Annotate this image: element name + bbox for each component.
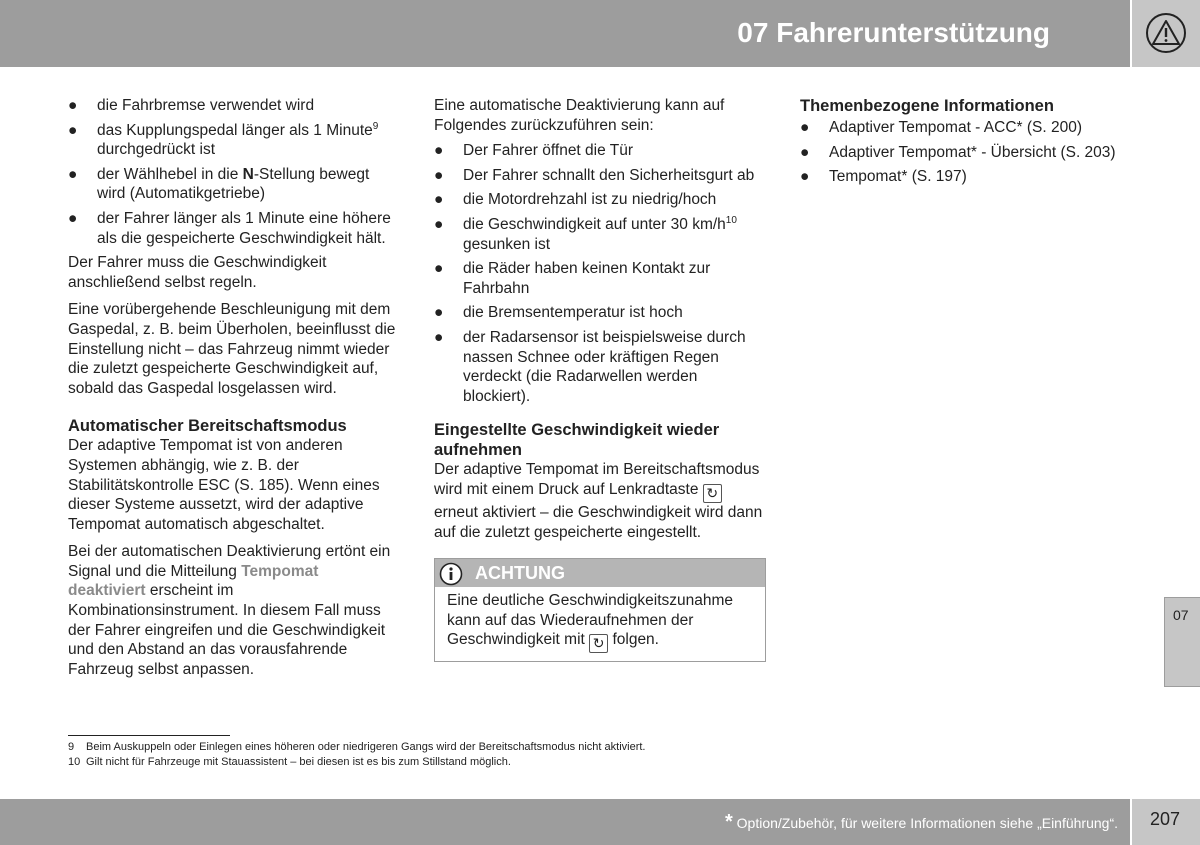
list-item: ● die Räder haben keinen Kontakt zur Fahrbahn <box>434 260 711 297</box>
list-item: ● der Radarsensor ist beispielsweise durch nassen Schnee oder kräftigen Regen verdeckt (die Radarwellen werden blockiert). <box>434 328 746 405</box>
caution-text: Eine deutliche Geschwindigkeitszunahme kann auf das Wiederaufnehmen der Geschwindigkeit mit ↻ folgen. <box>447 592 734 652</box>
list-item: ● der Wählhebel in die N-Stellung bewegt wird (Automatikgetriebe) <box>68 165 370 203</box>
warning-triangle-icon <box>1144 12 1188 54</box>
column-2 <box>434 96 766 662</box>
column-1 <box>68 96 398 687</box>
footnote: 9 Beim Auskuppeln oder Einlegen eines höheren oder niedrigeren Gangs wird der Bereitschaftsmodus nicht aktiviert. <box>68 741 646 753</box>
list-item: ● die Bremsentemperatur ist hoch <box>434 304 683 322</box>
column-3 <box>800 96 1140 192</box>
footnote-divider <box>68 735 230 736</box>
caution-header <box>435 559 765 587</box>
resume-button-icon: ↻ <box>589 634 608 653</box>
list-item: ● Der Fahrer öffnet die Tür <box>434 142 634 160</box>
footnote: 10 Gilt nicht für Fahrzeuge mit Stauassistent – bei diesen ist es bis zum Stillstand möglich. <box>68 756 511 768</box>
paragraph: Der Fahrer muss die Geschwindigkeit anschließend selbst regeln. <box>68 254 327 291</box>
list-item: ● die Geschwindigkeit auf unter 30 $km/h^{10}$ gesunken ist <box>434 214 737 253</box>
page-number: 207 <box>1150 809 1181 829</box>
paragraph: Eine automatische Deaktivierung kann auf Folgendes zurückzuführen sein: <box>434 97 725 134</box>
list-item: ● der Fahrer länger als 1 Minute eine höhere als die gespeicherte Geschwindigkeit hält. <box>68 209 391 247</box>
warning-box <box>1132 0 1200 67</box>
paragraph: Bei der automatischen Deaktivierung ertönt ein Signal und die Mitteilung Tempomat deaktiviert erscheint im Kombinationsinstrument. In diesem Fall muss der Fahrer eingreifen und die Geschwindigkeit und den Abstand an das vorausfahrende Fahrzeug selbst anpassen. <box>68 543 391 678</box>
related-link[interactable]: ● Tempomat* (S. 197) <box>800 168 967 186</box>
chapter-tab-label: 07 <box>1173 607 1189 623</box>
list-item: ● das Kupplungspedal länger als 1 Minute$^9$ durchgedrückt ist <box>68 120 379 159</box>
chapter-title: 07 Fahrerunterstützung <box>737 17 1050 48</box>
info-icon <box>439 562 463 586</box>
related-links-list <box>800 118 1140 187</box>
paragraph: Der adaptive Tempomat ist von anderen Systemen abhängig, wie z. B. der Stabilitätskontrolle ESC (S. 185). Wenn eines dieser Systeme aussetzt, wird der adaptive Tempomat automatisch abgeschaltet. <box>68 437 380 533</box>
related-link[interactable]: ● Adaptiver Tempomat - ACC* (S. 200) <box>800 119 1082 136</box>
list-item: ● die Motordrehzahl ist zu niedrig/hoch <box>434 191 717 209</box>
related-info-heading: Themenbezogene Informationen <box>800 97 1054 115</box>
list-item: ● Der Fahrer schnallt den Sicherheitsgurt ab <box>434 166 755 184</box>
chapter-tab <box>1164 597 1200 687</box>
footer-note: * Option/Zubehör, für weitere Informationen siehe „Einführung“. <box>724 811 1118 833</box>
list-item: ● die Fahrbremse verwendet wird <box>68 97 315 114</box>
caution-box <box>434 558 766 662</box>
resume-button-icon: ↻ <box>703 484 722 503</box>
footnote-ref-10: 10 <box>725 214 737 226</box>
footnote-ref-9: 9 <box>372 120 379 132</box>
paragraph: Eine vorübergehende Beschleunigung mit dem Gaspedal, z. B. beim Überholen, beeinflusst die Einstellung nicht – das Fahrzeug nimmt wieder die zuletzt gespeicherte Geschwindigkeit auf, sobald das Gaspedal losgelassen wird. <box>68 301 396 397</box>
chapter-header <box>0 0 1130 67</box>
page-footer <box>0 799 1130 845</box>
bullet-list-1 <box>68 96 398 248</box>
related-link[interactable]: ● Adaptiver Tempomat* - Übersicht (S. 203) <box>800 143 1116 161</box>
page-number-box <box>1132 799 1200 845</box>
section-heading: Eingestellte Geschwindigkeit wieder aufnehmen <box>434 421 720 460</box>
caution-title: ACHTUNG <box>475 563 565 584</box>
bullet-list-2 <box>434 141 766 406</box>
display-message: Tempomat deaktiviert <box>68 562 319 600</box>
paragraph: Der adaptive Tempomat im Bereitschaftsmodus wird mit einem Druck auf Lenkradtaste ↻ erneut aktiviert – die Geschwindigkeit wird dann auf die zuletzt gespeicherte eingestellt. <box>434 461 763 541</box>
section-heading: Automatischer Bereitschaftsmodus <box>68 417 347 436</box>
